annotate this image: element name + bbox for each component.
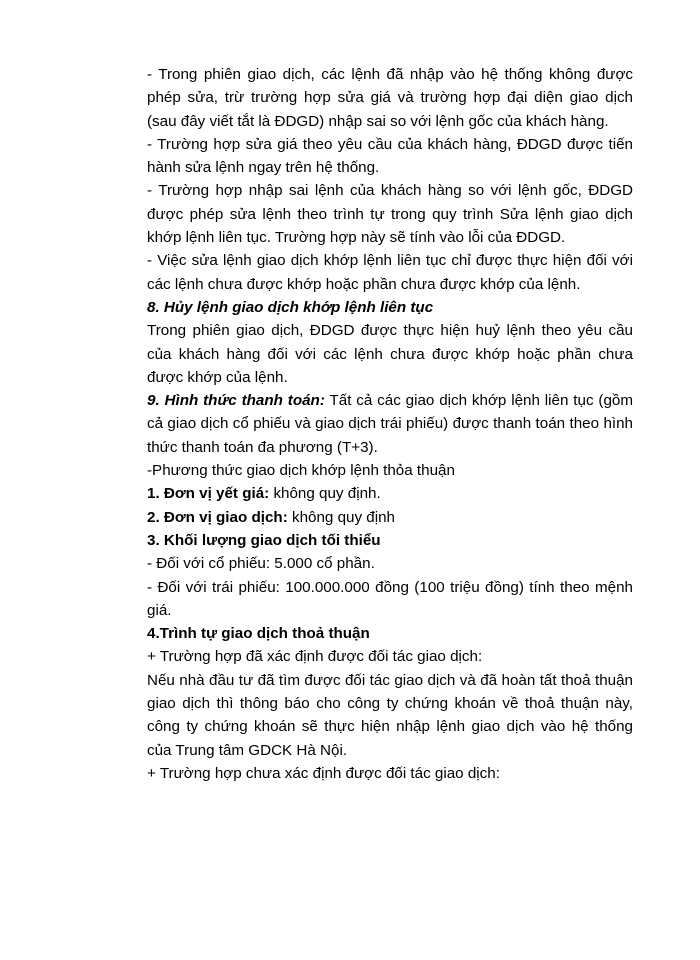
heading-cancel-order: 8. Hủy lệnh giao dịch khớp lệnh liên tục — [147, 298, 434, 316]
paragraph-partner-not-identified: + Trường hợp chưa xác định được đối tác giao dịch: — [147, 764, 500, 782]
trading-unit-lead: 2. Đơn vị giao dịch: — [147, 508, 288, 526]
paragraph-edit-scope: - Việc sửa lệnh giao dịch khớp lệnh liên tục chỉ được thực hiện đối với các lệnh chưa được khớp hoặc phần chưa được khớp của lệnh. — [147, 252, 633, 293]
heading-negotiated-procedure: 4.Trình tự giao dịch thoả thuận — [147, 625, 370, 643]
document-page — [147, 63, 633, 785]
paragraph-payment-method — [147, 389, 633, 459]
price-unit-lead: 1. Đơn vị yết giá: — [147, 485, 270, 503]
payment-method-text: Tất cả các giao dịch khớp lệnh liên tục (gồm cả giao dịch cổ phiếu và giao dịch trái phiếu) được thanh toán theo hình thức thanh toán đa phương (T+3). — [147, 392, 633, 456]
heading-min-volume: 3. Khối lượng giao dịch tối thiểu — [147, 531, 381, 549]
paragraph-bond-volume: - Đối với trái phiếu: 100.000.000 đồng (100 triệu đồng) tính theo mệnh giá. — [147, 578, 633, 619]
paragraph-stock-volume: - Đối với cổ phiếu: 5.000 cổ phần. — [147, 555, 375, 573]
paragraph-partner-identified: + Trường hợp đã xác định được đối tác giao dịch: — [147, 648, 483, 666]
paragraph-cancel-order: Trong phiên giao dịch, ĐDGD được thực hiện huỷ lệnh theo yêu cầu của khách hàng đối với các lệnh chưa được khớp hoặc phần chưa được khớp của lệnh. — [147, 322, 633, 386]
paragraph-negotiated-method: -Phương thức giao dịch khớp lệnh thỏa thuận — [147, 462, 455, 480]
paragraph-edit-restriction: - Trong phiên giao dịch, các lệnh đã nhập vào hệ thống không được phép sửa, trừ trường hợp sửa giá và trường hợp đại diện giao dịch (sau đây viết tắt là ĐDGD) nhập sai so với lệnh gốc của khách hàng. — [147, 66, 633, 130]
paragraph-partner-identified-detail: Nếu nhà đầu tư đã tìm được đối tác giao dịch và đã hoàn tất thoả thuận giao dịch thì thông báo cho công ty chứng khoán về thoả thuận này, công ty chứng khoán sẽ thực hiện nhập lệnh giao dịch vào hệ thống của Trung tâm GDCK Hà Nội. — [147, 671, 633, 759]
paragraph-wrong-entry: - Trường hợp nhập sai lệnh của khách hàng so với lệnh gốc, ĐDGD được phép sửa lệnh theo trình tự trong quy trình Sửa lệnh giao dịch khớp lệnh liên tục. Trường hợp này sẽ tính vào lỗi của ĐDGD. — [147, 182, 633, 247]
payment-method-lead: 9. Hình thức thanh toán: — [147, 392, 325, 410]
trading-unit-text: không quy định — [287, 508, 396, 526]
price-unit-text: không quy định. — [269, 485, 381, 503]
paragraph-price-unit — [147, 482, 633, 505]
paragraph-price-edit: - Trường hợp sửa giá theo yêu cầu của khách hàng, ĐDGD được tiến hành sửa lệnh ngay trên hệ thống. — [147, 135, 633, 177]
paragraph-trading-unit — [147, 506, 633, 529]
